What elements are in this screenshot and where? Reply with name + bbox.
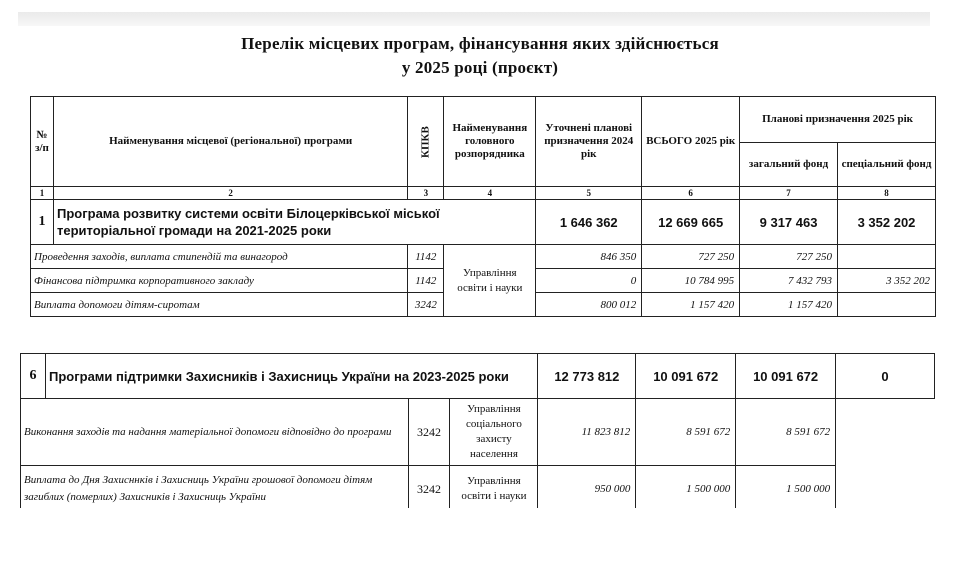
program-general: 9 317 463 — [740, 200, 838, 245]
program-2024: 1 646 362 — [536, 200, 642, 245]
program-name: Програма розвитку системи освіти Білоцерківської міської територіальної громади на 2021-2025 роки — [53, 200, 535, 245]
scan-edge — [18, 12, 930, 26]
program-general: 10 091 672 — [736, 354, 836, 399]
item-total: 727 250 — [642, 245, 740, 269]
item-name: Проведення заходів, виплата стипендій та винагород — [31, 245, 408, 269]
item-general: 7 432 793 — [740, 269, 838, 293]
header-plan-2025: Планові призначення 2025 рік — [740, 97, 936, 143]
item-2024: 950 000 — [538, 466, 636, 513]
program-number: 6 — [21, 354, 46, 399]
header-program-name: Найменування місцевої (регіональної) програми — [53, 97, 407, 187]
header-special-fund: спеціальний фонд — [838, 143, 936, 187]
header-2024: Уточнені планові призначення 2024 рік — [536, 97, 642, 187]
col-number: 8 — [838, 187, 936, 200]
header-manager: Найменування головного розпорядника — [444, 97, 536, 187]
item-kpkv: 1142 — [408, 269, 444, 293]
item-kpkv: 3242 — [408, 293, 444, 317]
item-name: Виплата допомоги дітям-сиротам — [31, 293, 408, 317]
item-2024: 0 — [536, 269, 642, 293]
item-manager: Управління соціального захисту населення — [450, 399, 538, 466]
item-kpkv: 3242 — [408, 466, 450, 513]
item-2024: 846 350 — [536, 245, 642, 269]
program-special: 0 — [836, 354, 935, 399]
item-kpkv: 3242 — [408, 399, 450, 466]
item-kpkv: 1142 — [408, 245, 444, 269]
item-total: 10 784 995 — [642, 269, 740, 293]
item-general: 727 250 — [740, 245, 838, 269]
page-subtitle: у 2025 році (проєкт) — [401, 58, 559, 77]
page-gap — [0, 322, 960, 350]
col-number: 3 — [408, 187, 444, 200]
page-title: Перелік місцевих програм, фінансування яких здійснюється — [241, 34, 719, 53]
col-number: 5 — [536, 187, 642, 200]
header-no: № з/п — [31, 97, 54, 187]
item-name: Виплата до Дня Захисннків і Захисниць України грошової допомоги дітям загиблих (померлих) Захисників і Захисниць України — [21, 466, 409, 513]
program-number: 1 — [31, 200, 54, 245]
program-special: 3 352 202 — [838, 200, 936, 245]
item-total: 8 591 672 — [636, 399, 736, 466]
header-total-2025: ВСЬОГО 2025 рік — [642, 97, 740, 187]
col-number: 7 — [740, 187, 838, 200]
col-number: 1 — [31, 187, 54, 200]
item-general: 1 157 420 — [740, 293, 838, 317]
item-manager: Управління освіти і науки — [444, 245, 536, 317]
item-special — [838, 293, 936, 317]
col-number: 6 — [642, 187, 740, 200]
program-2024: 12 773 812 — [538, 354, 636, 399]
programs-table-top — [30, 96, 936, 317]
item-name: Фінансова підтримка корпоративного закладу — [31, 269, 408, 293]
item-2024: 800 012 — [536, 293, 642, 317]
program-total: 10 091 672 — [636, 354, 736, 399]
item-manager: Управління освіти і науки — [450, 466, 538, 513]
item-total: 1 500 000 — [636, 466, 736, 513]
item-total: 1 157 420 — [642, 293, 740, 317]
item-special — [838, 245, 936, 269]
item-general: 1 500 000 — [736, 466, 836, 513]
program-name: Програми підтримки Захисників і Захисниць України на 2023-2025 роки — [45, 354, 537, 399]
program-total: 12 669 665 — [642, 200, 740, 245]
item-2024: 11 823 812 — [538, 399, 636, 466]
item-special: 3 352 202 — [838, 269, 936, 293]
page-bottom-blank — [0, 508, 960, 573]
col-number: 4 — [444, 187, 536, 200]
header-kpkv: КПКВ — [408, 97, 444, 187]
programs-table-bottom — [20, 353, 935, 513]
col-number: 2 — [53, 187, 407, 200]
item-name: Виконання заходів та надання матеріальної допомоги відповідно до програми — [21, 399, 409, 466]
header-general-fund: загальний фонд — [740, 143, 838, 187]
item-general: 8 591 672 — [736, 399, 836, 466]
